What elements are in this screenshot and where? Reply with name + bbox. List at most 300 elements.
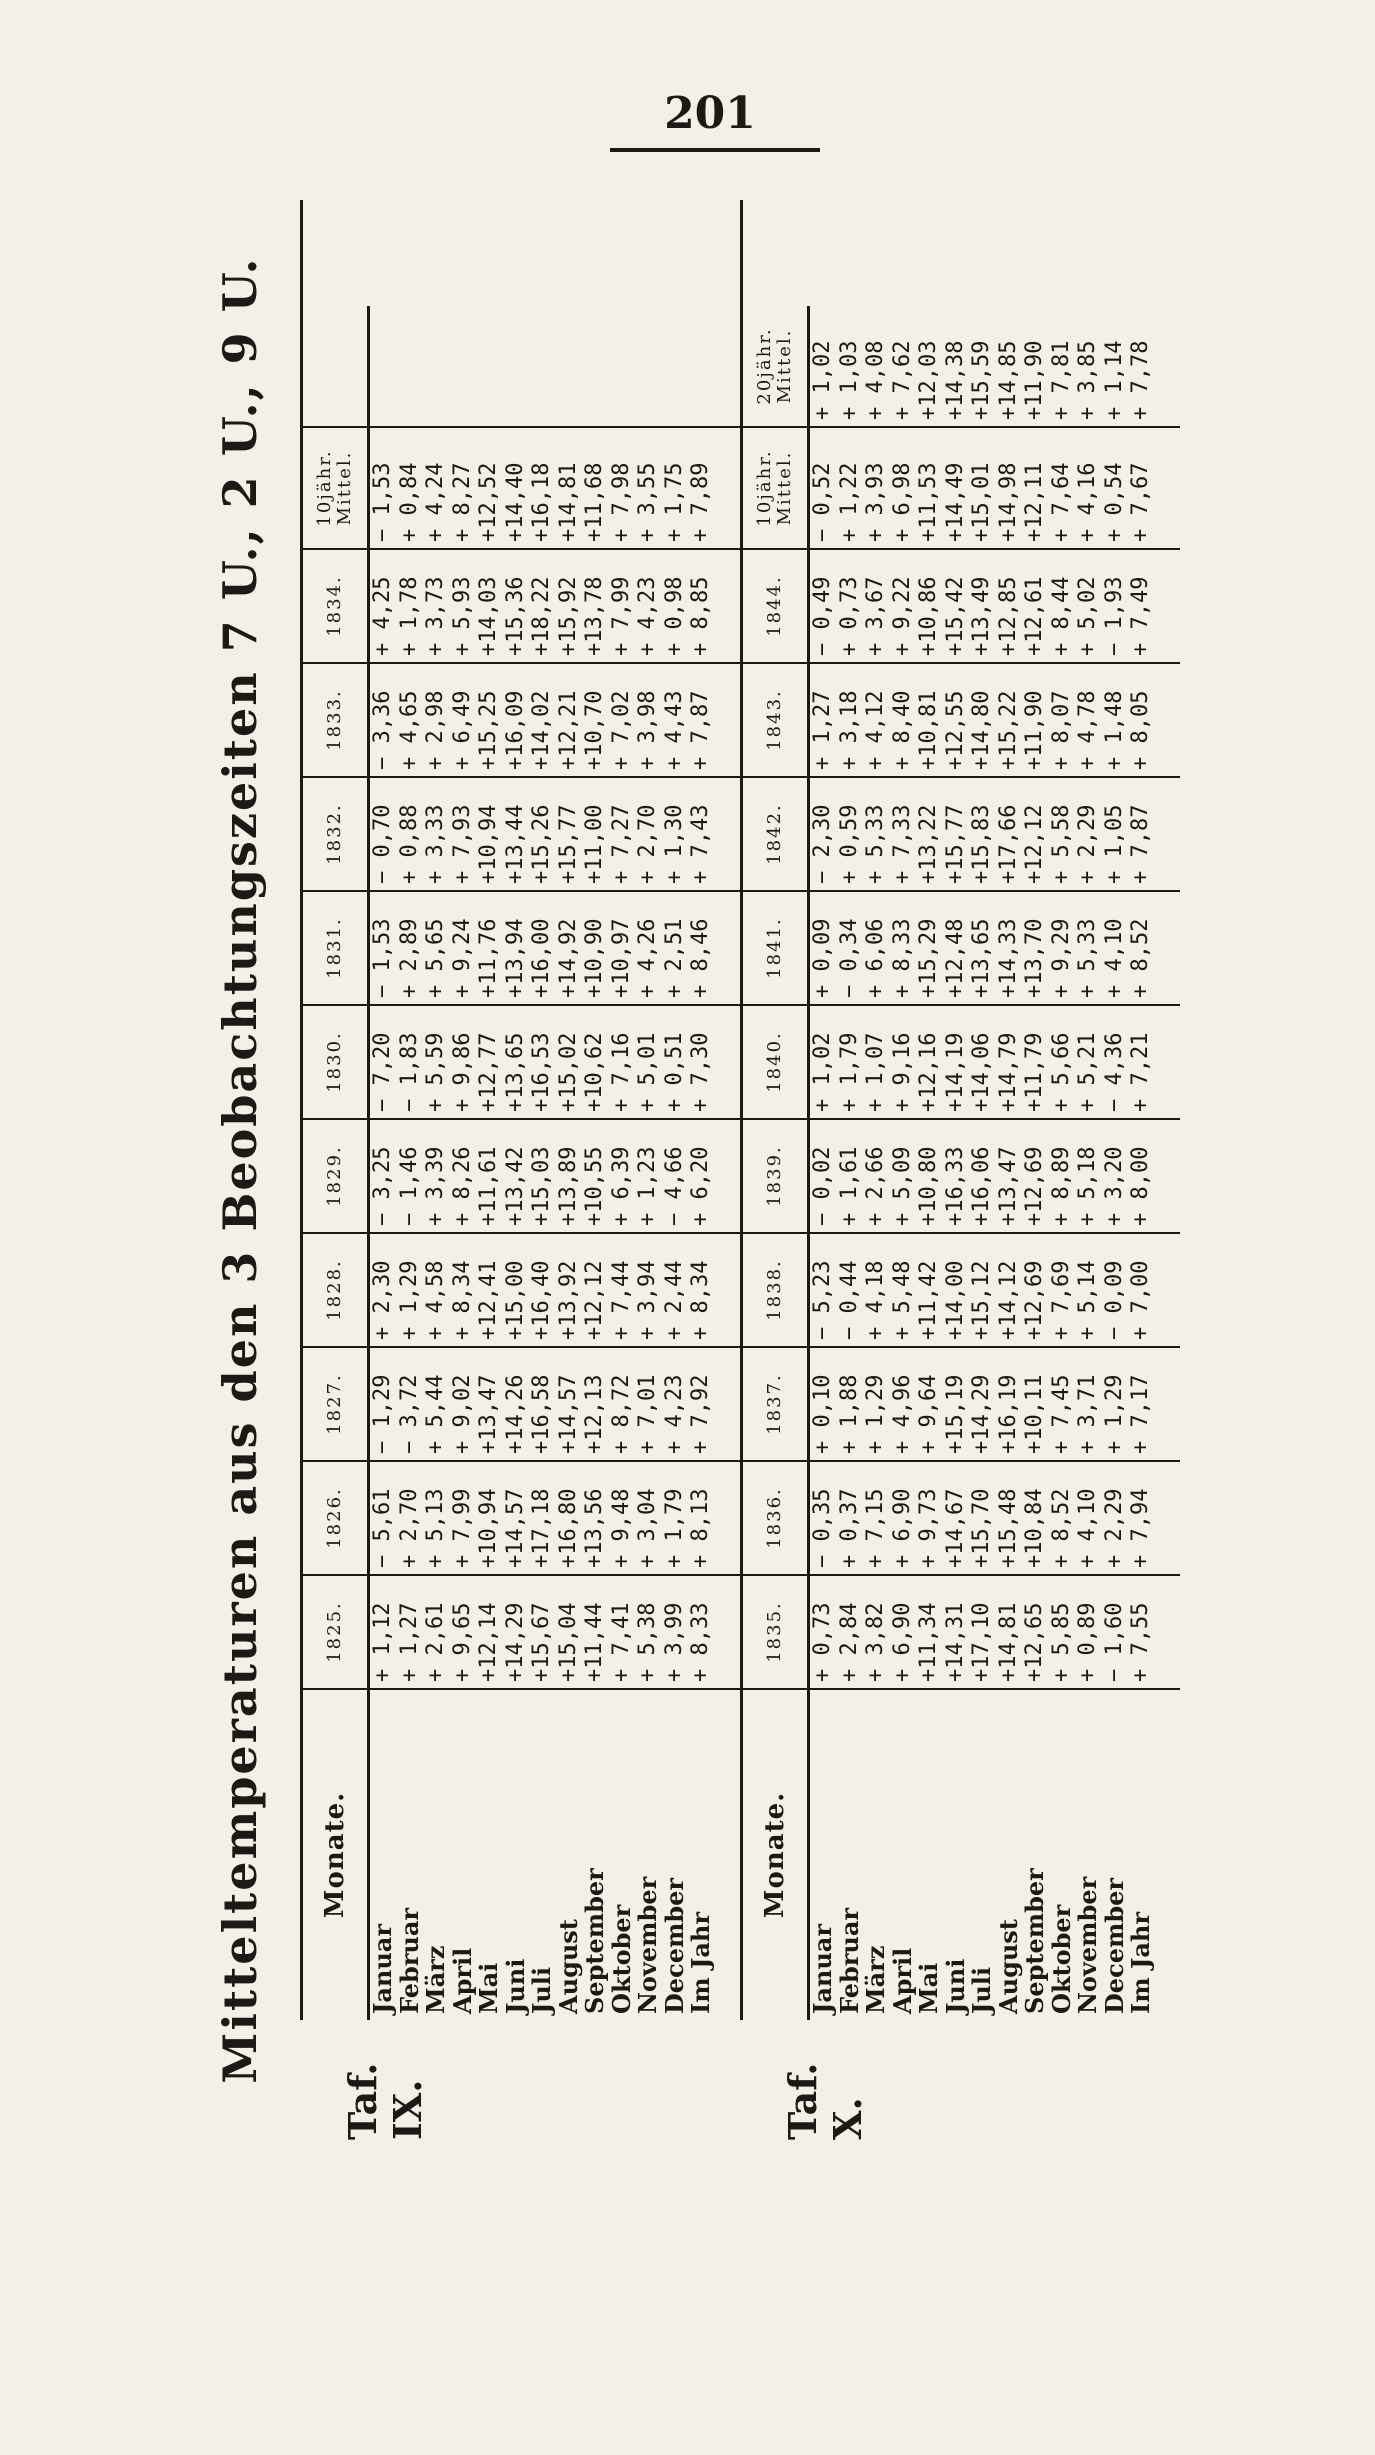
month-label: December [1099,1877,1129,2014]
table-cell: + 2,29 [1101,1488,1127,1568]
table-cell: − 1,29 [370,1374,395,1454]
table-cell: + 6,20 [688,1146,713,1226]
column-header: 1826. [303,1462,370,1574]
table-cell: + 1,07 [863,1032,888,1112]
table-cell: + 6,98 [889,462,915,542]
table-cell: + 5,21 [1075,1032,1100,1112]
table-cell: + 7,33 [889,804,915,884]
table-cell: +11,76 [476,918,501,998]
table-cell: + 3,82 [863,1602,888,1682]
table-cell: +15,67 [529,1602,554,1682]
table-cell: + 1,88 [836,1374,862,1454]
table-cell: − 1,60 [1101,1602,1127,1682]
table-cell: + 4,16 [1075,462,1100,542]
table-cell: + 1,27 [396,1602,422,1682]
column-header: 1829. [303,1120,370,1232]
table-cell: + 7,94 [1128,1488,1153,1568]
table-cell: − 0,09 [1101,1260,1127,1340]
value-column [303,548,740,662]
table-cell: − 5,23 [810,1260,835,1340]
table-cell: +13,70 [1022,918,1047,998]
table-cell: + 8,52 [1048,1488,1074,1568]
column-header: 1830. [303,1006,370,1118]
column-header: 10jähr. Mittel. [743,428,810,548]
column-header: 1836. [743,1462,810,1574]
table-cell: + 2,51 [661,918,687,998]
table-cell: +12,21 [555,690,581,770]
table-cell: + 7,99 [608,576,634,656]
table-cell: + 6,90 [889,1602,915,1682]
table-cell: + 7,30 [688,1032,713,1112]
header-rule [610,148,820,152]
table-cell: + 2,44 [661,1260,687,1340]
table-cell: + 0,73 [836,576,862,656]
month-label: April [447,1947,477,2014]
table-cell: + 7,01 [635,1374,660,1454]
month-label: September [1020,1868,1049,2014]
table-cell: +10,84 [1022,1488,1047,1568]
table-cell: +16,40 [529,1260,554,1340]
table-cell: +11,53 [916,462,941,542]
table-cell: + 5,01 [635,1032,660,1112]
table-cell: + 7,45 [1048,1374,1074,1454]
table-cell: +13,78 [582,576,607,656]
table-cell: +10,94 [476,1488,501,1568]
table-grid [740,200,1180,2020]
table-cell: +13,94 [502,918,528,998]
table-cell: + 5,66 [1048,1032,1074,1112]
table-cell: +15,36 [502,576,528,656]
table-cell: + 8,40 [889,690,915,770]
table-cell: + 1,27 [810,690,835,770]
table-cell: − 4,66 [661,1146,687,1226]
month-label: Juli [967,1966,996,2014]
month-label: Im Jahr [686,1912,715,2014]
table-cell: + 7,87 [688,690,713,770]
table-cell: +14,19 [942,1032,968,1112]
table-cell: + 5,85 [1048,1602,1074,1682]
table-cell: +14,33 [995,918,1021,998]
table-cell: +14,79 [995,1032,1021,1112]
column-header: 1831. [303,892,370,1004]
table-cell: + 0,88 [396,804,422,884]
table-cell: + 9,16 [889,1032,915,1112]
table-cell [397,306,424,426]
table-cell: +15,12 [969,1260,994,1340]
table-cell: +16,19 [995,1374,1021,1454]
table-cell: + 7,15 [863,1488,888,1568]
table-cell: + 6,49 [449,690,475,770]
month-label: December [659,1877,689,2014]
table-cell: + 4,26 [635,918,660,998]
table-cell: + 7,69 [1048,1260,1074,1340]
table-cell: + 4,78 [1075,690,1100,770]
table-cell: +10,86 [916,576,941,656]
table-cell: + 1,29 [396,1260,422,1340]
table-cell: +16,53 [529,1032,554,1112]
table-cell: +12,52 [476,462,501,542]
month-label: Januar [368,1924,397,2014]
table-cell: + 8,34 [688,1260,713,1340]
table-cell: +10,90 [582,918,607,998]
table-cell: + 7,87 [1128,804,1153,884]
column-header: 1825. [303,1576,370,1688]
table-cell: +10,55 [582,1146,607,1226]
table-cell: +13,89 [555,1146,581,1226]
table-cell: +16,80 [555,1488,581,1568]
table-cell: + 1,02 [810,340,835,420]
table-cell: + 7,81 [1048,340,1074,420]
table-cell: +15,01 [969,462,994,542]
table-cell: − 1,53 [370,918,395,998]
value-column [743,1346,1180,1460]
table-cell: +13,47 [476,1374,501,1454]
table-cell: + 8,89 [1048,1146,1074,1226]
table-cell: +10,11 [1022,1374,1047,1454]
table-cell: − 7,20 [370,1032,395,1112]
table-cell: + 9,02 [449,1374,475,1454]
month-label: Juni [940,1958,970,2014]
month-label: Februar [394,1907,424,2014]
value-column [303,776,740,890]
table-cell: + 5,44 [423,1374,448,1454]
column-header: 1840. [743,1006,810,1118]
table-cell: + 8,13 [688,1488,713,1568]
table-cell: +14,38 [942,340,968,420]
table-cell: + 3,33 [423,804,448,884]
table-cell [503,306,530,426]
table-cell: − 3,25 [370,1146,395,1226]
table-cell: +15,22 [995,690,1021,770]
table-cell [556,306,583,426]
table-cell: + 8,33 [688,1602,713,1682]
table-cell: +13,47 [995,1146,1021,1226]
table-cell: +13,44 [502,804,528,884]
table-cell: +10,97 [608,918,634,998]
column-header: Monate. [303,1690,370,2020]
table-cell: +11,44 [582,1602,607,1682]
value-column [303,890,740,1004]
table-cell: + 3,93 [863,462,888,542]
table-cell: + 8,34 [449,1260,475,1340]
table-cell: + 2,66 [863,1146,888,1226]
table-cell: +14,49 [942,462,968,542]
month-label: Mai [474,1962,503,2014]
table-cell: + 3,20 [1101,1146,1127,1226]
table-cell: +18,22 [529,576,554,656]
table-cell: + 7,49 [1128,576,1153,656]
table-cell: + 5,13 [423,1488,448,1568]
table-cell: + 7,99 [449,1488,475,1568]
table-cell: +12,55 [942,690,968,770]
table-cell: − 3,72 [396,1374,422,1454]
table-cell: +13,49 [969,576,994,656]
table-cell: + 9,65 [449,1602,475,1682]
table-cell: +15,19 [942,1374,968,1454]
table-cell: + 7,02 [608,690,634,770]
table-cell: + 4,43 [661,690,687,770]
table-cell: + 0,73 [810,1602,835,1682]
table-taf-ix [300,200,740,2140]
column-header: 1833. [303,664,370,776]
table-cell: +13,42 [502,1146,528,1226]
table-cell: + 3,18 [836,690,862,770]
value-column [743,548,1180,662]
table-cell: +14,00 [942,1260,968,1340]
month-column [303,1688,740,2020]
table-cell: +15,59 [969,340,994,420]
table-cell: + 5,59 [423,1032,448,1112]
table-cell: + 0,84 [396,462,422,542]
table-cell: + 1,78 [396,576,422,656]
table-taf-x [740,200,1180,2140]
table-cell: + 3,99 [661,1602,687,1682]
table-cell: +12,03 [916,340,941,420]
table-cell: +12,48 [942,918,968,998]
month-label: Februar [834,1907,864,2014]
page-title: Mitteltemperaturen aus den 3 Beobachtungszeiten 7 U., 2 U., 9 U. [213,256,267,2084]
table-cell: +12,69 [1022,1146,1047,1226]
table-cell: +12,12 [582,1260,607,1340]
month-label: Juni [500,1958,530,2014]
table-cell: − 3,36 [370,690,395,770]
value-column [303,662,740,776]
table-cell: +15,92 [555,576,581,656]
column-header: Monate. [743,1690,810,2020]
table-cell: + 8,85 [688,576,713,656]
table-cell: +15,48 [995,1488,1021,1568]
table-cell: +11,90 [1022,340,1047,420]
column-header: 1843. [743,664,810,776]
column-header: 1837. [743,1348,810,1460]
table-cell: + 3,55 [635,462,660,542]
value-column [743,306,1180,426]
table-cell: + 7,41 [608,1602,634,1682]
column-header: 1839. [743,1120,810,1232]
table-cell: + 7,21 [1128,1032,1153,1112]
table-cell: + 9,29 [1048,918,1074,998]
table-cell: + 0,98 [661,576,687,656]
table-cell: + 4,23 [635,576,660,656]
value-column [743,776,1180,890]
column-header: 1834. [303,550,370,662]
table-cell: +17,66 [995,804,1021,884]
value-column [743,1004,1180,1118]
table-cell: + 0,37 [836,1488,862,1568]
table-cell: + 4,25 [370,576,395,656]
table-cell: +12,77 [476,1032,501,1112]
table-cell: +10,80 [916,1146,941,1226]
table-cell: + 1,79 [836,1032,862,1112]
table-cell: + 5,09 [889,1146,915,1226]
table-cell: +14,92 [555,918,581,998]
table-cell: +13,22 [916,804,941,884]
table-cell [476,306,503,426]
table-cell: − 0,02 [810,1146,835,1226]
table-cell: + 1,12 [370,1602,395,1682]
table-cell: +12,61 [1022,576,1047,656]
table-cell: +14,12 [995,1260,1021,1340]
table-cell: + 0,59 [836,804,862,884]
value-column [743,1574,1180,1688]
month-label: August [993,1919,1023,2014]
table-cell: +15,25 [476,690,501,770]
value-column [303,1118,740,1232]
table-cell: + 4,96 [889,1374,915,1454]
table-cell: + 1,29 [1101,1374,1127,1454]
table-cell: + 8,05 [1128,690,1153,770]
table-cell: +11,42 [916,1260,941,1340]
table-cell: +16,58 [529,1374,554,1454]
table-cell: +16,18 [529,462,554,542]
month-label: Oktober [606,1904,636,2014]
table-cell: +15,77 [555,804,581,884]
month-label: März [421,1945,450,2014]
table-cell: + 1,22 [836,462,862,542]
table-cell: + 0,09 [810,918,835,998]
table-cell: + 7,55 [1128,1602,1153,1682]
table-cell: − 2,30 [810,804,835,884]
table-cell: +14,57 [502,1488,528,1568]
table-cell: + 4,18 [863,1260,888,1340]
table-cell: +17,18 [529,1488,554,1568]
table-cell: +16,33 [942,1146,968,1226]
column-header: 1842. [743,778,810,890]
table-cell: + 0,51 [661,1032,687,1112]
table-cell: − 5,61 [370,1488,395,1568]
table-cell: + 7,93 [449,804,475,884]
table-cell: + 1,29 [863,1374,888,1454]
value-column [743,426,1180,548]
value-column [303,1232,740,1346]
table-cell: + 3,67 [863,576,888,656]
table-cell: +14,26 [502,1374,528,1454]
table-cell: +14,29 [969,1374,994,1454]
table-cell: +13,56 [582,1488,607,1568]
table-cell: + 9,48 [608,1488,634,1568]
table-cell: +14,80 [969,690,994,770]
table-cell: + 5,33 [1075,918,1100,998]
table-cell: +10,81 [916,690,941,770]
table-cell: +10,62 [582,1032,607,1112]
table-cell: + 2,89 [396,918,422,998]
table-cell: + 7,98 [608,462,634,542]
table-cell: + 8,44 [1048,576,1074,656]
table-cell: + 5,65 [423,918,448,998]
table-cell: +13,65 [502,1032,528,1112]
table-cell: − 0,52 [810,462,835,542]
table-cell: +11,61 [476,1146,501,1226]
table-cell: + 0,10 [810,1374,835,1454]
table-cell: +16,09 [502,690,528,770]
table-cell: + 7,16 [608,1032,634,1112]
table-cell: − 1,53 [370,462,395,542]
table-cell: +14,98 [995,462,1021,542]
table-cell [635,306,662,426]
table-cell: + 7,89 [688,462,713,542]
table-cell: +14,57 [555,1374,581,1454]
table-cell: + 2,98 [423,690,448,770]
table-cell: +17,10 [969,1602,994,1682]
table-cell: +11,34 [916,1602,941,1682]
table-cell: − 0,70 [370,804,395,884]
column-header: 20jähr. Mittel. [743,306,810,426]
table-cell: + 2,29 [1075,804,1100,884]
table-cell: +11,00 [582,804,607,884]
table-cell [529,306,556,426]
page-number: 201 [664,88,756,139]
value-column [303,1574,740,1688]
table-cell: +12,69 [1022,1260,1047,1340]
table-cell: − 4,36 [1101,1032,1127,1112]
month-label: November [633,1876,662,2014]
month-label: Oktober [1046,1904,1076,2014]
table-cell: − 0,44 [836,1260,862,1340]
table-cell: + 1,05 [1101,804,1127,884]
table-cell: + 7,62 [889,340,915,420]
table-cell: − 1,46 [396,1146,422,1226]
table-cell: + 7,92 [688,1374,713,1454]
table-cell: +11,79 [1022,1032,1047,1112]
table-cell: + 1,02 [810,1032,835,1112]
table-cell: +10,94 [476,804,501,884]
table-cell: + 8,00 [1128,1146,1153,1226]
month-label: September [580,1868,609,2014]
table-cell: + 4,12 [863,690,888,770]
column-header: 1827. [303,1348,370,1460]
table-cell: +15,83 [969,804,994,884]
table-cell: + 7,00 [1128,1260,1153,1340]
rotated-content [180,200,1180,2140]
table-cell: + 4,10 [1101,918,1127,998]
table-cell: + 5,18 [1075,1146,1100,1226]
table-cell: + 3,71 [1075,1374,1100,1454]
table-cell: + 5,48 [889,1260,915,1340]
table-cell: +15,03 [529,1146,554,1226]
table-cell: + 7,17 [1128,1374,1153,1454]
table-cell: + 8,27 [449,462,475,542]
value-column [303,426,740,548]
table-cell: +14,40 [502,462,528,542]
table-cell: + 1,48 [1101,690,1127,770]
table-cell: + 3,04 [635,1488,660,1568]
table-cell: + 5,38 [635,1602,660,1682]
table-cell: + 8,72 [608,1374,634,1454]
table-cell: + 9,86 [449,1032,475,1112]
table-cell: + 1,14 [1101,340,1127,420]
column-header: 1835. [743,1576,810,1688]
table-cell: +15,70 [969,1488,994,1568]
value-column [743,890,1180,1004]
value-column [743,1460,1180,1574]
month-label: April [887,1947,917,2014]
table-label: Taf. IX. [340,2062,430,2140]
month-label: November [1073,1876,1102,2014]
table-cell: + 4,24 [423,462,448,542]
table-cell: + 1,61 [836,1146,862,1226]
table-cell: + 7,67 [1128,462,1153,542]
table-cell: + 1,03 [836,340,862,420]
table-cell: +15,26 [529,804,554,884]
value-column [303,1346,740,1460]
table-cell: +12,12 [1022,804,1047,884]
table-cell: +15,04 [555,1602,581,1682]
table-cell: +15,42 [942,576,968,656]
table-cell: + 4,08 [863,340,888,420]
table-cell: + 8,46 [688,918,713,998]
table-cell: + 8,52 [1128,918,1153,998]
month-label: Im Jahr [1126,1912,1155,2014]
